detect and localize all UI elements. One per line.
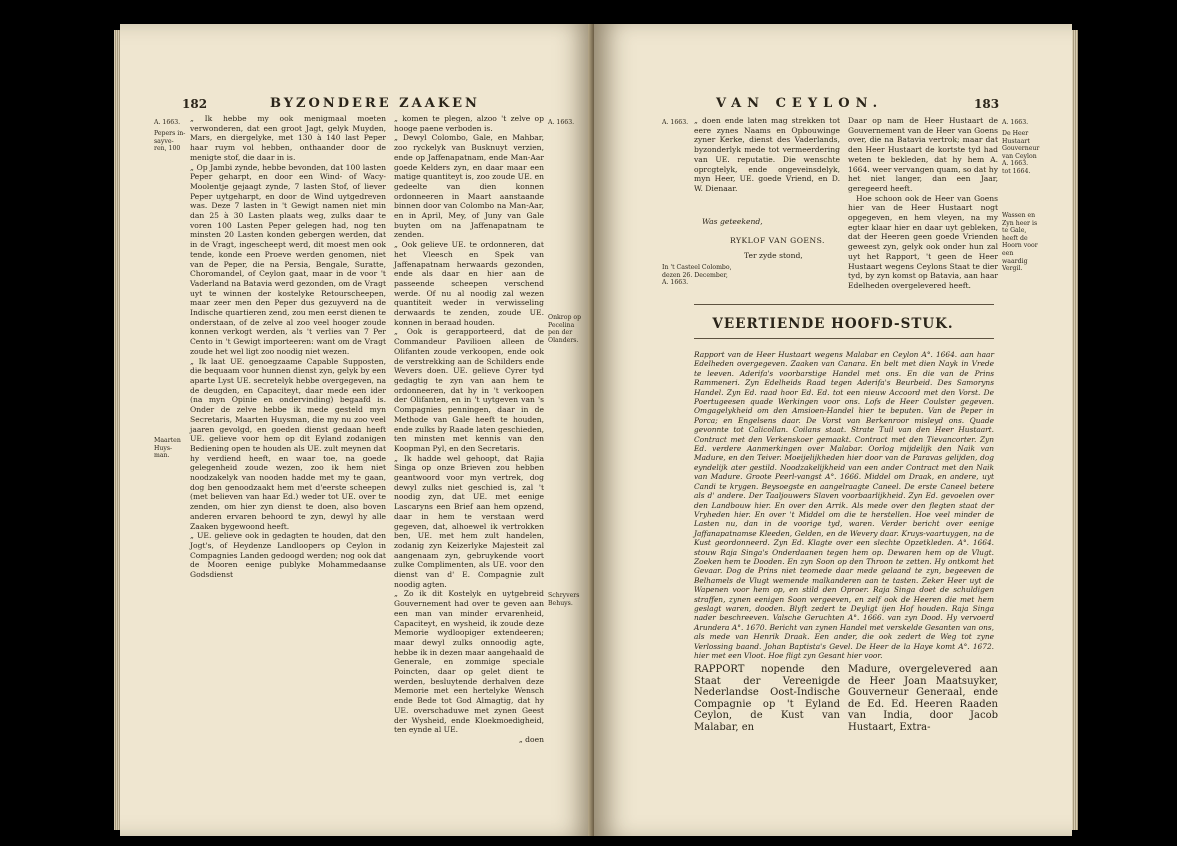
right-margin-year-right: A. 1663. <box>1002 119 1029 126</box>
raport-col2-text: Madure, overgelevered aan de Heer Joan Maatsuyker, Gouverneur Generaal, ende de Ed. Ed. Heeren Raaden van India, door Jacob Hustaart, Extra- <box>848 664 998 733</box>
left-col2-para-4: „ Ook is gerapporteerd, dat de Commandeur Pavilioen alleen de Olifanten zoude verkoopen, ende ook de verstrekking aan de Schilders ende Wevers doen. UE. gelieve Cyrer tyd gedagtig te zyn van aan hem te ordonneeren, dat hy in 't verkoopen der Olifanten, en in 't uytgeven van 's Compagnies penningen, daar in de Methode van Gale heeft te houden, ende zulks by Raade laten geschieden, ten minsten met kennis van den Koopman Pyl, en den Secretaris. <box>394 327 544 453</box>
signature-intro: Was geteekend, <box>702 217 763 226</box>
right-margin-year-left: A. 1663. <box>662 119 689 126</box>
right-page-edge <box>1072 30 1078 830</box>
left-column-1 <box>190 114 386 816</box>
right-col2-text-b: Hoe schoon ook de Heer van Goens hier van de Heer Hustaart nogt opgegeven, en hem vleyen, na my egter klaar hier en daar uyt gebleken, dat der Heeren geen goede Vrienden geweest zyn, gelyk ook onder hun zal uyt het Rapport, 't geen de Heer Hustaart wegens Ceylons Staat te dier tyd, by zyn komst op Batavia, aan haar Edelheden overgelevered heeft. <box>848 193 998 290</box>
left-page-number: 182 <box>182 97 208 111</box>
raport-column-2 <box>848 664 998 734</box>
left-col2-para-5: „ Ik hadde wel gehoopt, dat Rajia Singa op onze Brieven zou hebben geantwoord voor myn vertrek, dog dewyl zulks niet geschied is, zal 't noodig zyn, dat UE. met eenige Lascaryns een Brief aan hem opzend, daar in hem te verstaan werd gegeven, dat, alhoewel ik vertrokken ben, UE. met hem zult handelen, zodanig zyn Keizerlyke Majesteit zal aangenaam zyn, gebruykende voort zulke Complimenten, als UE. voor den dienst van d' E. Compagnie zult noodig agten. <box>394 453 544 589</box>
left-margin-note-pepers: Pepers in-sayve-ren, 100 <box>154 130 186 153</box>
right-col1-text: „ doen ende laten mag strekken tot eere zynes Naams en Opbouwinge zyner Kerke, dienst des Vaderlands, byzonderlyk mede tot vermeerdering van UE. reputatie. Die wenschte oprcgtelyk, ende ongeveinsdelyk, myn Heer, UE. goede Vriend, en D. W. Dienaar. <box>694 116 840 193</box>
right-column-2 <box>848 116 998 296</box>
left-margin-year-right: A. 1663. <box>548 119 575 126</box>
right-col2-text: Daar op nam de Heer Hustaart de Gouvernement van de Heer van Goens over, die na Batavia vertrok; maar dat den Heer Hustaart de kortste tyd had weten te bekleden, dat hy hem A. 1664. weer vervangen quam, so dat hy het niet langer, dan een Jaar, geregeerd heeft. <box>848 116 998 193</box>
right-column-1 <box>694 116 840 226</box>
left-col1-para-3: „ Ik laat UE. genoegzaame Capable Supposten, die bequaam voor hunnen dienst zyn, gelyk by een aparte Lyst UE. secretelyk hebbe overgegeven, na de deugden, en Capaciteyt, daar mede een ider (na myn Opinie en ondervinding) begaafd is. Onder de zelve hebbe ik mede gesteld myn Secretaris, Maarten Huysman, die my nu zoo veel jaaren gevolgd, en goeden dienst gedaan heeft UE. gelieve voor hem op dit Eyland zodanigen Bediening open te houden als UE. zult meynen dat hy verdiend heeft, en waar toe, na goede gelegenheid zoude wezen, zoo ik hem niet noodzakelyk van nooden hadde met my te gaan, dog ben genoodzaakt hem met d'eerste scheepen (met believen van haar Ed.) weder tot UE. over te zenden, om hier zyn dienst te doen, also boven anderen ervaren behoord te zyn, dewyl hy alle Zaaken bygewoond heeft. <box>190 356 386 531</box>
left-col2-para-7: „ doen <box>518 735 544 744</box>
left-margin-note-maarten: Maarten Huys-man. <box>154 437 181 460</box>
chapter-rule-top <box>694 304 994 305</box>
left-col1-para-1: „ Ik hebbe my ook menigmaal moeten verwonderen, dat een groot Jagt, gelyk Muyden, Mars, en diergelyke, met 130 à 140 last Peper haar ruym vol hebben, onthaander door de menigte stof, die daar in is. <box>190 114 386 162</box>
signature-date: In 't Casteel Colombo, dezen 26. December, A. 1663. <box>662 264 732 287</box>
left-col2-para-2: „ Dewyl Colombo, Gale, en Mahbar, zoo ryckelyk van Busknuyt verzien, ende op Jaffenapatnam, ende Man-Aar goede Kelders zyn, en daar maar een matige quantiteyt is, zoo zoude UE. en gedeelte van dien konnen ordonneeren in Maart aanstaande binnen door van Colombo na Man-Aar, en in April, Mey, of Juny van Gale buyten om na Jaffenapatnam te zenden. <box>394 133 544 240</box>
left-running-head: BYZONDERE ZAAKEN <box>270 96 480 111</box>
left-margin-note-schryvers: Schryvers Behuys. <box>548 592 580 607</box>
left-col2-para-3: „ Ook gelieve UE. te ordonneren, dat het Vleesch en Spek van Jaffenapatnam herwaards gezonden, ende als daar en hier aan de passeende scheepen verschend werde. Of nu al noodig zal wezen quantiteit weder in verwisseling derwaards te zenden, zoude UE. konnen in beraad houden. <box>394 240 544 327</box>
signature-place: Ter zyde stond, <box>744 251 803 260</box>
left-margin-year: A. 1663. <box>154 119 181 126</box>
left-margin-note-onkrop: Onkrop op Pecelina pen der Olanders. <box>548 314 582 344</box>
signature-name: RYKLOF VAN GOENS. <box>730 236 825 245</box>
chapter-title: VEERTIENDE HOOFD-STUK. <box>712 316 954 332</box>
raport-column-1 <box>694 664 840 734</box>
chapter-summary-text: Rapport van de Heer Hustaart wegens Malabar en Ceylon A°. 1664. aan haar Edelheden overgegeven. Zaaken van Canara. En belt met dien Nayk in Vrede te leeven. Aderifa's voorbarstige Handel met ons. En die van de Prins Rammeneri. Zyn Edelheids Raad tegen Aderifa's Beurbeid. Des Samoryns Handel. Zyn Ed. raad hoor Ed. Ed. tot een nieuw Accoord met den Vorst. De Poertugeesen quade Werkingen voor ons. Lofs de Heer Coulster gegeven. Omgagelykheid om den Amsioen-Handel hier te beputen. Van de Peper in Porca; en Engelsens daar. De Vorst van Berkenroor misleyd ons. Quade gevonnte tot Calicollan. Coilans staat. Strate Tuil van den Heer Hustaart. Contract met den Verkenskoer gemaakt. Contract met den Tievancorter. Zyn Ed. verdere Aanmerkingen over Malabar. Oorlog mijdelijk den Naik van Madure, en den Teiver. Moeijelijkheden hier door van de Paravas gelijden, dog eyndelijk ater gestild. Noodzakelijkheid van een ander Contract met den Naik van Madure. Groote Peerl-vangst A°. 1666. Middel om Draak, en andere, uyt Candi te krygen. Beysoegste en aangelraagte Caneel. De erste Caneel betere als d' andere. Der Taaljouwers Slaven voorbaarlijkheid. Zyn Ed. gevoelen over den Landbouw hier. En over den Arrik. Als mede over den flegten staat der Vryheden hier. En over 't Middel om die te herstellen. Hoe veel minder de Lasten nu, dan in de voorige tyd, waren. Verder bericht over eenige Jaffanapatnamse Kleeden, Gelden, en de Wevery daar. Kruys-vaartuygen, na de Kust geordonneerd. Zyn Ed. Klagte over een slechte Opzetkleden. A°. 1664. stouw Raja Singa's Onderdaanen tegen hem op. Dewaren hem op de Vlugt. Zoeken hem te Dooden. En zyn Soon op den Throon te zetten. Hy ontkomt het Gevaar. Dog de Prins niet teomede daar mede gelaand te zyn, begeeven de Belhamels de Vlugt wemende malkanderen aan te tasten. Zeker Heer uyt de Wapenen voor hem op, en stild den Oproer. Raja Singa doet de schuldigen straffen, zynen eenigen Soon vergeeven, en zelf ook de Heeren die met hem geslagt waren, dooden. Blyft zedert te Deyligt ijen Hof houden. Raja Singa nader beschreeven. Valsche Geruchten A°. 1666. van zyn Dood. Hy vervoerd Arundera A°. 1670. Bericht van zynen Handel met verskelde Gesanten van ons, als mede van Henrik Draak. Een ander, die ook zedert de Weg tot zyne Verlossing baand. Johan Baptista's Gevel. De Heer de la Haye komt A°. 1672. hier met een Vloot. Hoe fligt zyn Gesant hier voor. <box>694 350 994 660</box>
chapter-summary <box>694 350 994 660</box>
left-col1-para-2: „ Op Jambi zynde, hebbe bevonden, dat 100 lasten Peper geharpt, en door een Wind- of Wacy- Moolentje gejaagt zynde, 7 lasten Stof, of liever Peper uytgeharpt, en door de Wind uytgedreven was. Deze 7 lasten in 't Gewigt namen niet min dan 25 à 30 Lasten plaats weg, zulks daar te voren 100 Lasten Peper gelegen had, nog ten minsten 20 Lasten konden gebergen werden, dat in de Vragt, ingescheept werd, dit moest men ook tende, konde een Proeve werden genomen, niet van de Peper, die na Persia, Bengale, Suratte, Choromandel, of Ceylon gaat, maar in de voor 't Vaderland na Batavia werd gezonden, om de Vragt uyt te winnen der kostelyke Retourscheepen, maar zeer men den Peper dus gezuyverd na de Indische quartieren zend, zou men eerst dienen te onderstaan, of de zelve al zoo veel hooger zoude konnen verkogt werden, als 't verlies van 7 Per Cento in 't Gewigt importeeren: want om de Vragt zoude het wel ligt zoo noodig niet wezen. <box>190 162 386 356</box>
right-margin-note-wassen: Wassen en Zyn heer is te Gale, heeft de Hoorn voor een waardig Vergil. <box>1002 212 1038 273</box>
raport-col1-text: RAPPORT nopende den Staat der Vereenigde Nederlandse Oost-Indische Compagnie op 't Eyland Ceylon, de Kust van Malabar, en <box>694 664 840 733</box>
right-page <box>594 24 1072 836</box>
right-page-number: 183 <box>974 97 1000 111</box>
chapter-rule-bottom <box>694 338 994 339</box>
right-running-head: VAN CEYLON. <box>716 96 884 111</box>
right-margin-note-hustaart: De Heer Hustaart Gouverneur van Ceylon A. 1663. tot 1664. <box>1002 130 1040 175</box>
left-col1-para-4: „ UE. gelieve ook in gedagten te houden, dat den Jogt's, of Heydenze Landloopers op Ceylon in Compagnies Landen gedoogd werden; nog ook dat de Mooren eenige publyke Mohammedaanse Godsdienst <box>190 531 386 580</box>
left-col2-para-6: „ Zo ik dit Kostelyk en uytgebreid Gouvernement had over te geven aan een man van minder ervarenheid, Capaciteyt, en wysheid, ik zoude deze Memorie wydloopiger extendeeren; maar dewyl zulks onnoodig agte, hebbe ik in dezen maar aangehaald de Generale, en zommige speciale Poincten, daar op gelet dient te werden, besluytende derhalven deze Memorie met een hertelyke Wensch ende Bede tot God Almagtig, dat hy UE. overschaduwe met zynen Geest der Wysheid, ende Kloekmoedigheid, ten eynde al UE. <box>394 589 544 735</box>
left-column-2 <box>394 114 544 816</box>
left-page <box>120 24 594 836</box>
left-col2-para-1: „ komen te plegen, alzoo 't zelve op hooge paene verboden is. <box>394 114 544 133</box>
